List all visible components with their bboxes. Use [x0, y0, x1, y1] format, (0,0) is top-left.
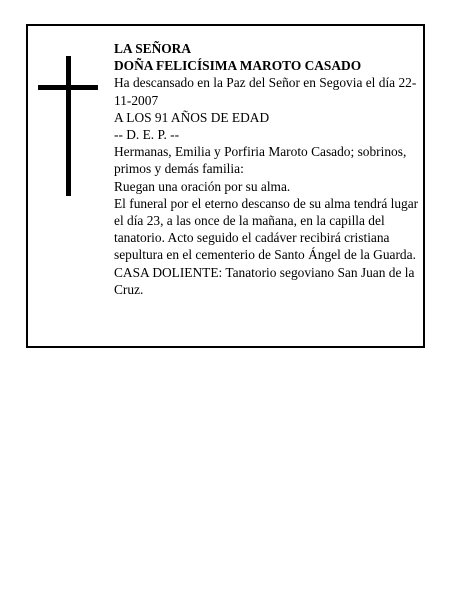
deceased-name: DOÑA FELICÍSIMA MAROTO CASADO: [114, 58, 362, 74]
family-line: Hermanas, Emilia y Porfiria Maroto Casado; sobrinos, primos y demás familia:: [114, 144, 407, 177]
casa-doliente: CASA DOLIENTE: Tanatorio segoviano San Juan de la Cruz.: [114, 264, 415, 297]
dep-line: -- D. E. P. --: [114, 127, 180, 143]
title-line-1: LA SEÑORA: [114, 41, 192, 56]
cross-vertical-bar: [66, 56, 71, 196]
funeral-paragraph: El funeral por el eterno descanso de su alma tendrá lugar el día 23, a las once de la mañana, en la capilla del tanatorio. Acto seguido el cadáver recibirá cristiana sepultura en el cementerio de Santo Ángel de la Guarda.: [114, 195, 419, 263]
rest-statement: Ha descansado en la Paz del Señor en Segovia el día 22-11-2007: [114, 75, 417, 108]
prayer-line: Ruegan una oración por su alma.: [114, 178, 291, 194]
notice-text: [114, 40, 422, 298]
age-line: A LOS 91 AÑOS DE EDAD: [114, 109, 270, 125]
obituary-notice: [26, 24, 425, 348]
cross-horizontal-bar: [38, 85, 98, 90]
